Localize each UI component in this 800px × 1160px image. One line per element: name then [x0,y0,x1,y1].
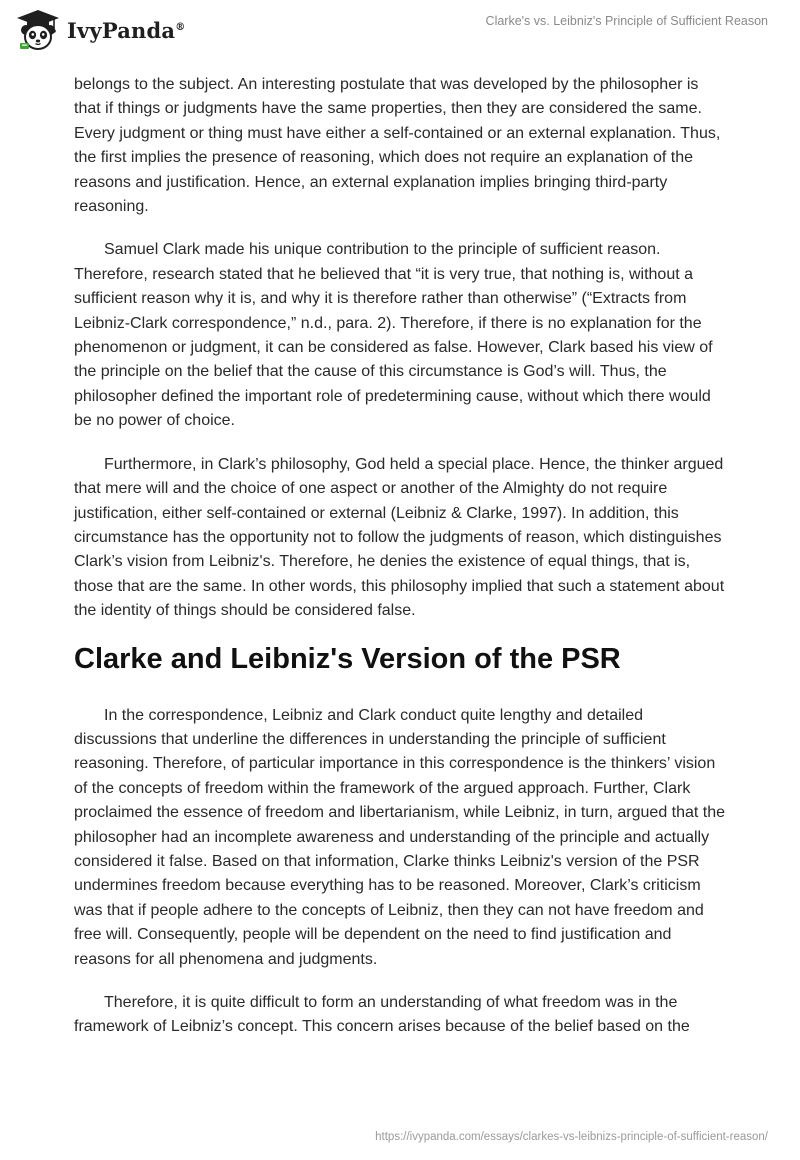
document-title: Clarke's vs. Leibniz's Principle of Sufficient Reason [485,14,768,28]
paragraph: belongs to the subject. An interesting postulate that was developed by the philosopher is that if things or judgments have the same properties, then they are considered the same. Every judgment or thing must have either a self-contained or an external explanation. Thus, the first implies the presence of reasoning, which does not require an explanation of the reasons and justification. Hence, an external explanation implies bringing third-party reasoning. [74,76,721,216]
brand-name[interactable]: IvyPanda® [67,17,186,43]
paragraph: Furthermore, in Clark’s philosophy, God held a special place. Hence, the thinker argued that mere will and the choice of one aspect or another of the Almighty do not require justification, either self-contained or external (Leibniz & Clarke, 1997). In addition, this circumstance has the opportunity not to follow the judgments of reason, which distinguishes Clark’s vision from Leibniz's. Therefore, he denies the existence of equal things, that is, those that are the same. In other words, this philosophy implied that such a statement about the identity of things should be considered false. [74,455,725,620]
page-header [0,0,800,64]
paragraph: In the correspondence, Leibniz and Clark conduct quite lengthy and detailed discussions that underline the differences in understanding the principle of sufficient reasoning. Therefore, of particular importance in this correspondence is the thinkers’ vision of the concepts of freedom within the framework of the argued approach. Further, Clark proclaimed the essence of freedom and libertarianism, while Leibniz, in turn, argued that the philosopher had an incomplete awareness and understanding of the principle and actually considered it false. Based on that information, Clarke thinks Leibniz's version of the PSR undermines freedom because everything has to be reasoned. Moreover, Clark’s criticism was that if people adhere to the concepts of Leibniz, then they can not have freedom and free will. Consequently, people will be dependent on the need to find justification and reasons for all phenomena and judgments. [74,706,726,968]
panda-graduation-cap-icon [15,8,61,52]
trademark-symbol: ® [175,21,186,33]
essay-body [74,73,728,1040]
section-heading: Clarke and Leibniz's Version of the PSR [74,642,621,675]
paragraph-spacer [74,972,728,991]
paragraph: Samuel Clark made his unique contribution to the principle of sufficient reason. Therefore, research stated that he believed that “it is very true, that nothing is, without a sufficient reason why it is, and why it is therefore rather than otherwise” (“Extracts from Leibniz-Clark correspondence,” n.d., para. 2). Therefore, if there is no explanation for the phenomenon or judgment, it can be considered as false. However, Clark based his view of the principle on the belief that the cause of this circumstance is God’s will. Thus, the philosopher defined the important role of predetermining cause, without which there would be no power of choice. [74,241,713,430]
paragraph-spacer [74,219,728,238]
source-url[interactable]: https://ivypanda.com/essays/clarkes-vs-leibnizs-principle-of-sufficient-reason/ [375,1131,768,1143]
paragraph-spacer [74,434,728,453]
ivypanda-logo[interactable] [15,8,185,52]
paragraph: Therefore, it is quite difficult to form an understanding of what freedom was in the framework of Leibniz’s concept. This concern arises because of the belief based on the [74,994,690,1036]
